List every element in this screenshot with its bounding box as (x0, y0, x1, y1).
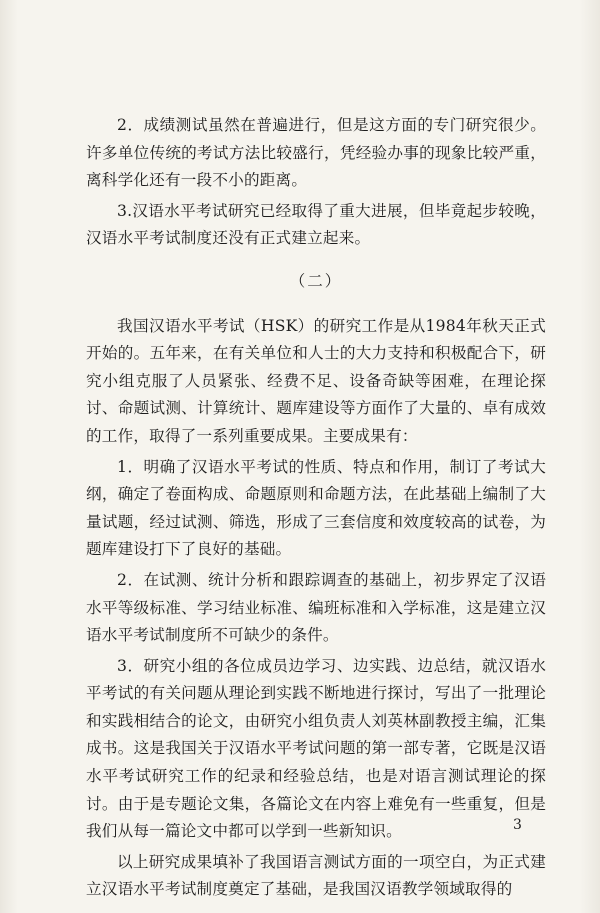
paragraph: 2．在试测、统计分析和跟踪调查的基础上，初步界定了汉语水平等级标准、学习结业标准、编班标准和入学标准，这是建立汉语水平考试制度所不可缺少的条件。 (86, 570, 546, 645)
section-heading: （二） (289, 271, 343, 290)
paragraph: 以上研究成果填补了我国语言测试方面的一项空白，为正式建立汉语水平考试制度奠定了基础，是我国汉语教学领域取得的 (86, 852, 546, 899)
paragraph: 3．研究小组的各位成员边学习、边实践、边总结，就汉语水平考试的有关问题从理论到实践不断地进行探讨，写出了一批理论和实践相结合的论文，由研究小组负责人刘英林副教授主编，汇集成书。这是我国关于汉语水平考试问题的第一部专著，它既是汉语水平考试研究工作的纪录和经验总结，也是对语言测试理论的探讨。由于是专题论文集，各篇论文在内容上难免有一些重复，但是我们从每一篇论文中都可以学到一些新知识。 (86, 656, 546, 841)
paragraph: 1．明确了汉语水平考试的性质、特点和作用，制订了考试大纲，确定了卷面构成、命题原则和命题方法，在此基础上编制了大量试题，经过试测、筛选，形成了三套信度和效度较高的试卷，为题库建设打下了良好的基础。 (86, 457, 546, 559)
page-number: 3 (513, 817, 522, 833)
paragraph: 2．成绩测试虽然在普遍进行，但是这方面的专门研究很少。许多单位传统的考试方法比较盛行，凭经验办事的现象比较严重，离科学化还有一段不小的距离。 (86, 116, 546, 190)
paragraph: 3.汉语水平考试研究已经取得了重大进展，但毕竟起步较晚，汉语水平考试制度还没有正式建立起来。 (86, 201, 546, 248)
paragraph: 我国汉语水平考试（HSK）的研究工作是从1984年秋天正式开始的。五年来，在有关单位和人士的大力支持和积极配合下，研究小组克服了人员紧张、经费不足、设备奇缺等困难，在理论探讨、命题试测、计算统计、题库建设等方面作了大量的、卓有成效的工作，取得了一系列重要成果。主要成果有： (86, 316, 546, 445)
page-body (86, 112, 546, 907)
